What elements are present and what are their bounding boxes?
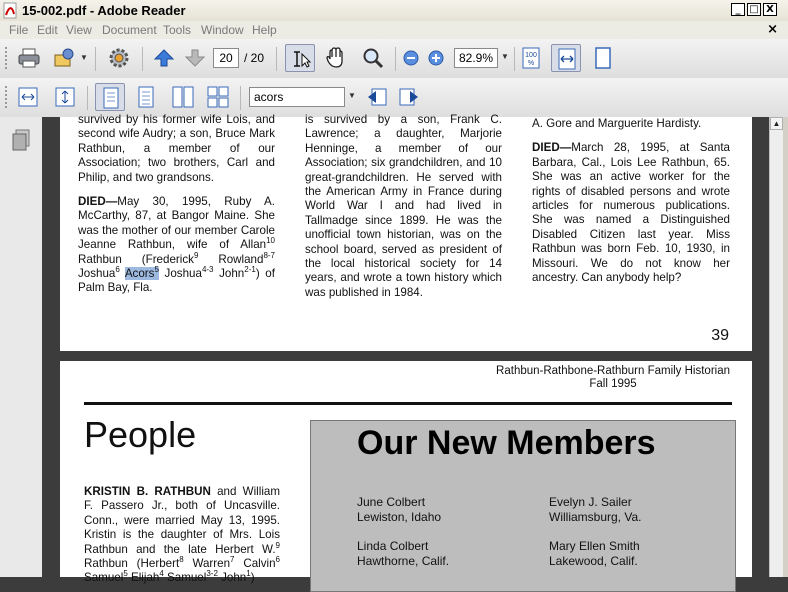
window-title: 15-002.pdf - Adobe Reader bbox=[22, 3, 186, 18]
settings-icon[interactable] bbox=[106, 46, 132, 70]
member-entry bbox=[357, 539, 449, 569]
single-page-button[interactable] bbox=[95, 83, 125, 111]
title-bar bbox=[0, 0, 788, 22]
superscript: 3-2 bbox=[206, 569, 218, 579]
search-highlight bbox=[125, 267, 159, 280]
continuous-page-icon[interactable] bbox=[137, 86, 155, 108]
menu-view[interactable]: View bbox=[66, 23, 92, 37]
hand-icon[interactable] bbox=[324, 46, 348, 70]
member-name: Evelyn J. Sailer bbox=[549, 495, 632, 509]
continuous-facing-icon[interactable] bbox=[207, 86, 229, 108]
vertical-scrollbar[interactable] bbox=[769, 117, 784, 577]
marriage-announcement bbox=[84, 485, 280, 586]
facing-pages-icon[interactable] bbox=[172, 86, 194, 108]
page-number: 39 bbox=[711, 327, 729, 344]
pdf-page-40 bbox=[60, 361, 752, 585]
scroll-up-arrow-icon[interactable]: ▲ bbox=[770, 117, 783, 130]
menu-file[interactable]: File bbox=[9, 23, 29, 37]
email-icon[interactable] bbox=[53, 47, 77, 69]
pdf-page-39 bbox=[60, 113, 752, 351]
page-total-label: / 20 bbox=[244, 51, 265, 65]
page-number-input[interactable]: 20 bbox=[213, 48, 239, 68]
superscript: 8 bbox=[179, 555, 184, 565]
superscript: 4 bbox=[159, 569, 164, 579]
header-title: Rathbun-Rathbone-Rathburn Family Historian bbox=[496, 365, 730, 377]
menu-window[interactable]: Window bbox=[201, 23, 244, 37]
member-entry bbox=[357, 495, 441, 525]
member-place: Lakewood, Calif. bbox=[549, 554, 638, 568]
member-place: Williamsburg, Va. bbox=[549, 510, 642, 524]
obituary-text: A. Gore and Marguerite Hardisty. bbox=[532, 117, 702, 130]
toolbar-separator bbox=[514, 47, 515, 71]
zoom-out-icon[interactable] bbox=[403, 50, 419, 66]
find-next-icon[interactable] bbox=[398, 87, 420, 107]
superscript: 9 bbox=[193, 250, 199, 260]
svg-text:%: % bbox=[527, 60, 535, 67]
section-heading: People bbox=[84, 414, 197, 455]
announcement-text: John bbox=[217, 571, 247, 585]
zoom-icon[interactable] bbox=[361, 46, 385, 70]
search-dropdown-icon[interactable]: ▼ bbox=[348, 91, 356, 100]
member-place: Lewiston, Idaho bbox=[357, 510, 442, 524]
email-dropdown-icon[interactable]: ▼ bbox=[80, 53, 88, 62]
print-icon[interactable] bbox=[17, 47, 41, 69]
menu-document[interactable]: Document bbox=[102, 23, 157, 37]
superscript: 6 bbox=[275, 555, 280, 565]
toolbar-separator bbox=[95, 47, 96, 71]
died-label: DIED— bbox=[532, 141, 572, 155]
menu-edit[interactable]: Edit bbox=[37, 23, 58, 37]
member-entry bbox=[549, 539, 640, 569]
running-header bbox=[496, 365, 730, 391]
pages-icon[interactable] bbox=[11, 129, 31, 151]
superscript: 5 bbox=[123, 569, 128, 579]
announcement-text: Samuel bbox=[163, 571, 207, 585]
toolbar-separator bbox=[276, 47, 277, 71]
superscript: 1 bbox=[246, 569, 251, 579]
search-input[interactable]: acors bbox=[249, 87, 345, 107]
obituary-text: Joshua bbox=[78, 267, 116, 281]
superscript: 4-3 bbox=[201, 265, 214, 275]
announcement-text: Warren bbox=[183, 557, 231, 571]
zoom-level-field[interactable]: 82.9% bbox=[454, 48, 498, 68]
fit-width-icon bbox=[557, 48, 577, 70]
new-members-box bbox=[310, 420, 736, 592]
header-issue: Fall 1995 bbox=[589, 378, 637, 390]
obituary-text: survived by his former wife Lois, and second wife Audry; a son, Bruce Mark Rathbun, a member of our Association; two brothers, Carl and Philip, and two grandsons. bbox=[78, 113, 275, 184]
toolbar-grip[interactable] bbox=[5, 47, 10, 69]
document-close-icon[interactable]: × bbox=[767, 22, 778, 37]
member-place: Hawthorne, Calif. bbox=[357, 554, 450, 568]
superscript: 6 bbox=[115, 265, 120, 275]
toolbar-separator bbox=[395, 47, 396, 71]
fit-page-icon[interactable] bbox=[593, 47, 613, 69]
superscript: 7 bbox=[230, 555, 235, 565]
new-members-title: Our New Members bbox=[357, 424, 656, 462]
close-button[interactable]: X bbox=[763, 3, 777, 16]
fit-width-button[interactable] bbox=[551, 44, 581, 72]
announcement-text: and William F. Passero Jr., both of Uncasville. Conn., were married May 13, 1995. Kristin is the daughter of Mrs. Lois Rathbun and the late Herbert W. bbox=[84, 485, 281, 556]
member-name: June Colbert bbox=[357, 495, 426, 509]
announcement-text: Elijah bbox=[127, 571, 160, 585]
column-left bbox=[78, 113, 275, 306]
window-border bbox=[783, 117, 788, 577]
announcement-text: Samuel bbox=[84, 571, 124, 585]
adobe-reader-icon bbox=[3, 2, 19, 19]
obituary-died-paragraph bbox=[78, 195, 275, 296]
obituary-text: Rathbun (Frederick bbox=[78, 252, 194, 266]
up-arrow-icon[interactable] bbox=[153, 48, 175, 68]
toolbar-grip[interactable] bbox=[5, 86, 10, 108]
zoom-in-icon[interactable] bbox=[428, 50, 444, 66]
page-display-toolbar bbox=[0, 78, 788, 118]
toolbar-separator bbox=[142, 47, 143, 71]
obituary-died-paragraph bbox=[532, 141, 730, 285]
maximize-button[interactable]: □ bbox=[747, 3, 761, 16]
single-page-icon bbox=[102, 87, 120, 109]
member-name: Linda Colbert bbox=[357, 539, 429, 553]
menu-help[interactable]: Help bbox=[252, 23, 277, 37]
toolbar-separator bbox=[240, 86, 241, 110]
superscript: 5 bbox=[154, 265, 159, 275]
obituary-text: Joshua bbox=[158, 267, 202, 281]
down-arrow-icon[interactable] bbox=[184, 48, 206, 68]
died-label: DIED— bbox=[78, 195, 118, 209]
fit-height-icon[interactable] bbox=[54, 86, 76, 108]
menu-bar bbox=[0, 21, 788, 39]
header-rule bbox=[84, 402, 732, 405]
navigation-pane bbox=[0, 117, 43, 577]
obituary-text: John bbox=[213, 267, 245, 281]
superscript: 9 bbox=[275, 540, 280, 550]
superscript: 8-7 bbox=[263, 250, 275, 260]
menu-tools[interactable]: Tools bbox=[163, 23, 192, 37]
obituary-text: May 30, 1995, Ruby A. McCarthy, 87, at Bangor Maine. She was the mother of our member Carole Jeanne Rathbun, wife of Allan bbox=[78, 195, 275, 252]
main-toolbar bbox=[0, 39, 788, 79]
announcement-text: ) bbox=[250, 571, 255, 585]
select-tool-button[interactable] bbox=[285, 44, 315, 72]
obituary-text: March 28, 1995, at Santa Barbara, Cal., Lois Lee Rathbun, 65. She was an active worker for the rights of disabled persons and wrote articles for numerous publications. She was named a Distinguished Disabled Citizen last year. Miss Rathbun was born Feb. 10, 1930, in Missouri. We do not know her ancestry. Can anybody help? bbox=[532, 141, 730, 285]
zoom-dropdown-icon[interactable]: ▼ bbox=[501, 52, 509, 61]
find-previous-icon[interactable] bbox=[366, 87, 388, 107]
announcement-name: KRISTIN B. RATHBUN bbox=[84, 485, 211, 498]
obituary-text: is survived by a son, Frank C. Lawrence; a daughter, Marjorie Henninge, a member of our Association; six grandchildren, and 10 great-grandchildren. He served with the American Army in France during World War I and had lived in Tallmadge since 1899. He was the unofficial town historian, was on the school board, served as president of the local historical society for 14 years, and wrote a town history which was published in 1984. bbox=[305, 113, 502, 299]
obituary-text: Rowland bbox=[198, 252, 264, 266]
member-name: Mary Ellen Smith bbox=[549, 539, 640, 553]
column-middle bbox=[305, 113, 502, 310]
member-entry bbox=[549, 495, 641, 525]
superscript: 10 bbox=[266, 236, 275, 246]
reflow-width-icon[interactable] bbox=[17, 86, 39, 108]
actual-size-icon[interactable] bbox=[521, 47, 541, 69]
column-right bbox=[532, 117, 730, 295]
announcement-text: Calvin bbox=[234, 557, 276, 571]
announcement-text: Rathbun (Herbert bbox=[84, 557, 180, 571]
superscript: 2-1 bbox=[244, 265, 256, 275]
toolbar-separator bbox=[87, 86, 88, 110]
svg-text:100: 100 bbox=[525, 52, 537, 59]
minimize-button[interactable]: _ bbox=[731, 3, 745, 16]
highlighted-word: Acors bbox=[124, 267, 155, 281]
obituary-text: ) of Palm Bay, Fla. bbox=[78, 267, 275, 295]
select-cursor-icon bbox=[291, 50, 311, 68]
